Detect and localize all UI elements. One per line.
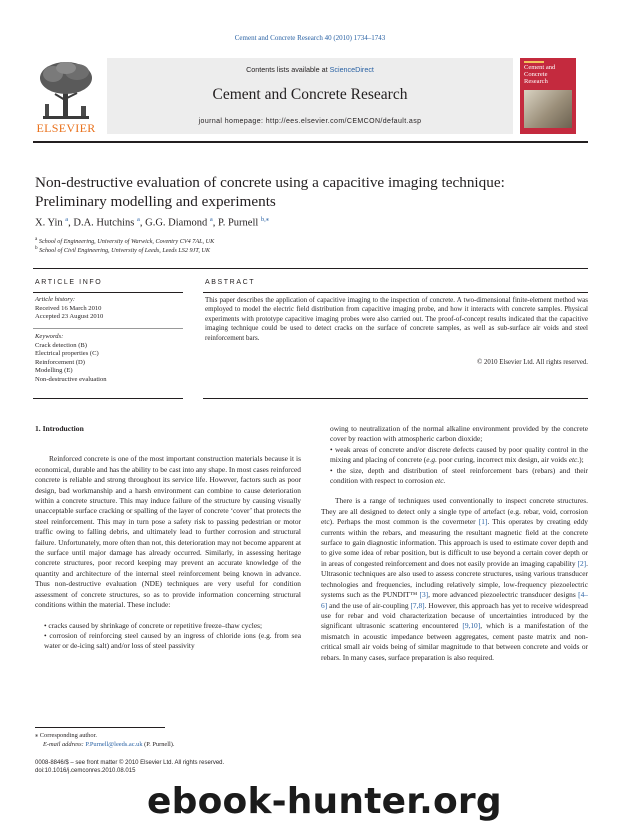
journal-header — [33, 58, 588, 136]
elsevier-logo — [33, 58, 99, 136]
body-paragraph: Reinforced concrete is one of the most important construction materials because it is economical, durable and has the ability to be cast into any shape. In most cases reinforced concrete is reliable and strong throughout its service life. However, factors such as poor design, bad workmanship and a harsh environment can combine to cause deterioration within a concrete structure. This may induce failure of the structure by causing visually unacceptable surface cracking or spalling of the layer of concrete ‘cover’ that protects the steel reinforcement. This may in turn pose a safety risk to passing pedestrian or motor traffic owing to falling debris, and ultimately lead to further corrosion and structural failure. Unfortunately, more often than not, this deterioration may not become apparent at the surface until major damage has already occurred. Similarly, in assessing heritage concrete structures, poor record keeping may prevent an accurate knowledge of the quantity and architecture of the internal steel reinforcement being known in advance. Thus non-destructive evaluation (NDE) techniques are very useful for condition assessment of concrete structures, so as to provide information concerning structural conditions within the material. These include: — [35, 454, 301, 610]
bullet-item: • corrosion of reinforcing steel caused by an ingress of chloride ions (e.g. from sea water or de-icing salt) and/or loss of steel passivity — [44, 630, 301, 651]
info-bottom-rule — [33, 398, 183, 399]
affiliation: $^a$ School of Engineering, University of Warwick, Coventry CV4 7AL, UK — [35, 236, 215, 246]
abstract-bottom-rule — [203, 398, 588, 399]
journal-homepage-link[interactable]: journal homepage: http://ees.elsevier.com/CEMCON/default.asp — [198, 118, 422, 125]
journal-citation[interactable]: Cement and Concrete Research 40 (2010) 1734–1743 — [234, 34, 386, 42]
contents-line — [107, 65, 513, 74]
email-link[interactable]: P.Purnell@leeds.ac.uk — [85, 741, 143, 748]
keyword: Reinforcement (D) — [35, 358, 85, 366]
keyword: Non-destructive evaluation — [35, 375, 107, 383]
cover-image — [524, 90, 572, 128]
contents-prefix: Contents lists available at — [246, 65, 330, 74]
cover-stripe — [524, 61, 544, 63]
author-name: P. Purnell — [218, 217, 259, 229]
bullet-item: • cracks caused by shrinkage of concrete or repetitive freeze–thaw cycles; — [44, 620, 263, 630]
section-heading: 1. Introduction — [35, 424, 84, 433]
doi-link[interactable]: doi:10.1016/j.cemconres.2010.08.015 — [35, 768, 136, 775]
front-matter — [35, 759, 224, 776]
info-top-rule — [33, 268, 588, 269]
author-name: G.G. Diamond — [145, 217, 208, 229]
front-matter-line: 0008-8846/$ – see front matter © 2010 Elsevier Ltd. All rights reserved. — [35, 760, 225, 766]
affiliation: $^b$ School of Civil Engineering, University of Leeds, Leeds LS2 9JT, UK — [35, 245, 211, 255]
accepted-date: Accepted 23 August 2010 — [35, 313, 104, 321]
keywords — [35, 333, 107, 385]
sciencedirect-link[interactable]: ScienceDirect — [329, 65, 374, 74]
watermark: ebook-hunter.org — [147, 781, 502, 822]
reference-link[interactable]: [1] — [478, 517, 488, 527]
keyword: Crack detection (B) — [35, 341, 87, 349]
abstract-heading: ABSTRACT — [205, 279, 256, 286]
received-date: Received 16 March 2010 — [35, 304, 102, 312]
reference-link[interactable]: [4–6] — [321, 590, 588, 610]
bullet-item: • weak areas of concrete and/or discrete defects caused by poor quality control in the mixing and placing of concrete (e.g. poor curing, incorrect mix design, air voids etc.); — [330, 444, 588, 465]
body-column-left — [35, 424, 301, 652]
author-affil-sup[interactable]: b,⁎ — [260, 216, 270, 223]
bullet-continuation: owing to neutralization of the normal alkaline environment provided by the concrete cover by reaction with atmospheric carbon dioxide; — [330, 424, 588, 444]
body-paragraph: There is a range of techniques used conventionally to inspect concrete structures. They are all designed to detect only a single type of artefact (e.g. rebar, void, corrosion etc). Perhaps the most common is the covermeter [1]. This operates by creating eddy currents within the rebars, and measuring the resultant magnetic field at the concrete surface to gain diagnostic information. This approach is used to estimate cover depth and to give some idea of rebar position, but is difficult to use beyond a certain cover depth or in areas of congested reinforcement and does not easily provide an imaging capability [2]. Ultrasonic techniques are also used to assess concrete structures, using various transducer technologies and frequencies, including relatively simple, low-frequency piezoelectric systems such as the PUNDIT™ [3], more advanced piezoelectric transducer designs [4–6] and the use of air-coupling [7,8]. However, this approach has yet to receive widespread use for rebar and void characterization because of uncertainties introduced by the significant ultrasonic scattering encountered [9,10], which is a manifestation of the mismatch in acoustic impedance between aggregates, cement paste matrix and non-critical small air voids being of similar magnitude to that between concrete and voids or rebars. In many cases, surface preparation is also required. — [321, 496, 588, 662]
footnote: ⁎ Corresponding author. E-mail address: P.Purnell@leeds.ac.uk (P. Purnell). — [35, 732, 175, 748]
reference-link[interactable]: [2] — [577, 558, 587, 568]
bullet-item: • the size, depth and distribution of steel reinforcement bars (rebars) and their condition with respect to corrosion etc. — [330, 465, 588, 486]
abstract-text: This paper describes the application of capacitive imaging to the inspection of concrete. A two-dimensional finite-element method was employed to model the electric field distribution from capacitive imaging probe, and how it interacts with concrete samples. Physical experiments with prototype capacitive imaging probes were also carried out. The proof-of-concept results indicated that the capacitive imaging technique could be used to detect cracks on the surface of concrete samples, as well as sub-surface air voids and steel reinforcement bars. — [205, 296, 588, 342]
reference-link[interactable]: [3] — [419, 590, 429, 600]
journal-title: Cement and Concrete Research — [212, 86, 408, 103]
header-rule — [33, 141, 588, 143]
elsevier-tree-icon — [37, 60, 95, 120]
info-rule — [33, 292, 183, 293]
reference-link[interactable]: [9,10] — [462, 621, 481, 631]
keywords-label: Keywords: — [35, 333, 64, 340]
journal-cover-thumbnail — [520, 58, 576, 134]
history-rule — [33, 328, 183, 329]
author-name: X. Yin — [35, 217, 63, 229]
article-history — [35, 296, 103, 322]
footnote-rule — [35, 727, 165, 728]
keyword: Modelling (E) — [35, 367, 73, 375]
article-title — [35, 173, 595, 211]
abstract-rule — [203, 292, 588, 293]
corresponding-author-note: ⁎ Corresponding author. — [35, 732, 97, 739]
journal-banner — [107, 58, 513, 134]
cover-title: Cement and Concrete Research — [524, 64, 556, 85]
article-info-heading: ARTICLE INFO — [35, 279, 103, 286]
body-column-right — [321, 424, 588, 663]
article-title-line-1: Non-destructive evaluation of concrete using a capacitive imaging technique: — [35, 174, 505, 191]
author-affil-sup[interactable]: a — [136, 216, 140, 223]
author-name: D.A. Hutchins — [73, 217, 135, 229]
history-label: Article history: — [35, 296, 76, 303]
publisher-name: ELSEVIER — [36, 121, 96, 135]
author-affil-sup[interactable]: a — [65, 216, 69, 223]
author-list: X. Yin $^a$, D.A. Hutchins $^a$, G.G. Diamond $^a$, P. Purnell $^{b,⁎}$ — [35, 216, 270, 229]
copyright: © 2010 Elsevier Ltd. All rights reserved. — [477, 359, 588, 366]
article-title-line-2: Preliminary modelling and experiments — [35, 193, 276, 210]
author-affil-sup[interactable]: a — [209, 216, 213, 223]
keyword: Electrical properties (C) — [35, 350, 99, 358]
reference-link[interactable]: [7,8] — [410, 600, 425, 610]
